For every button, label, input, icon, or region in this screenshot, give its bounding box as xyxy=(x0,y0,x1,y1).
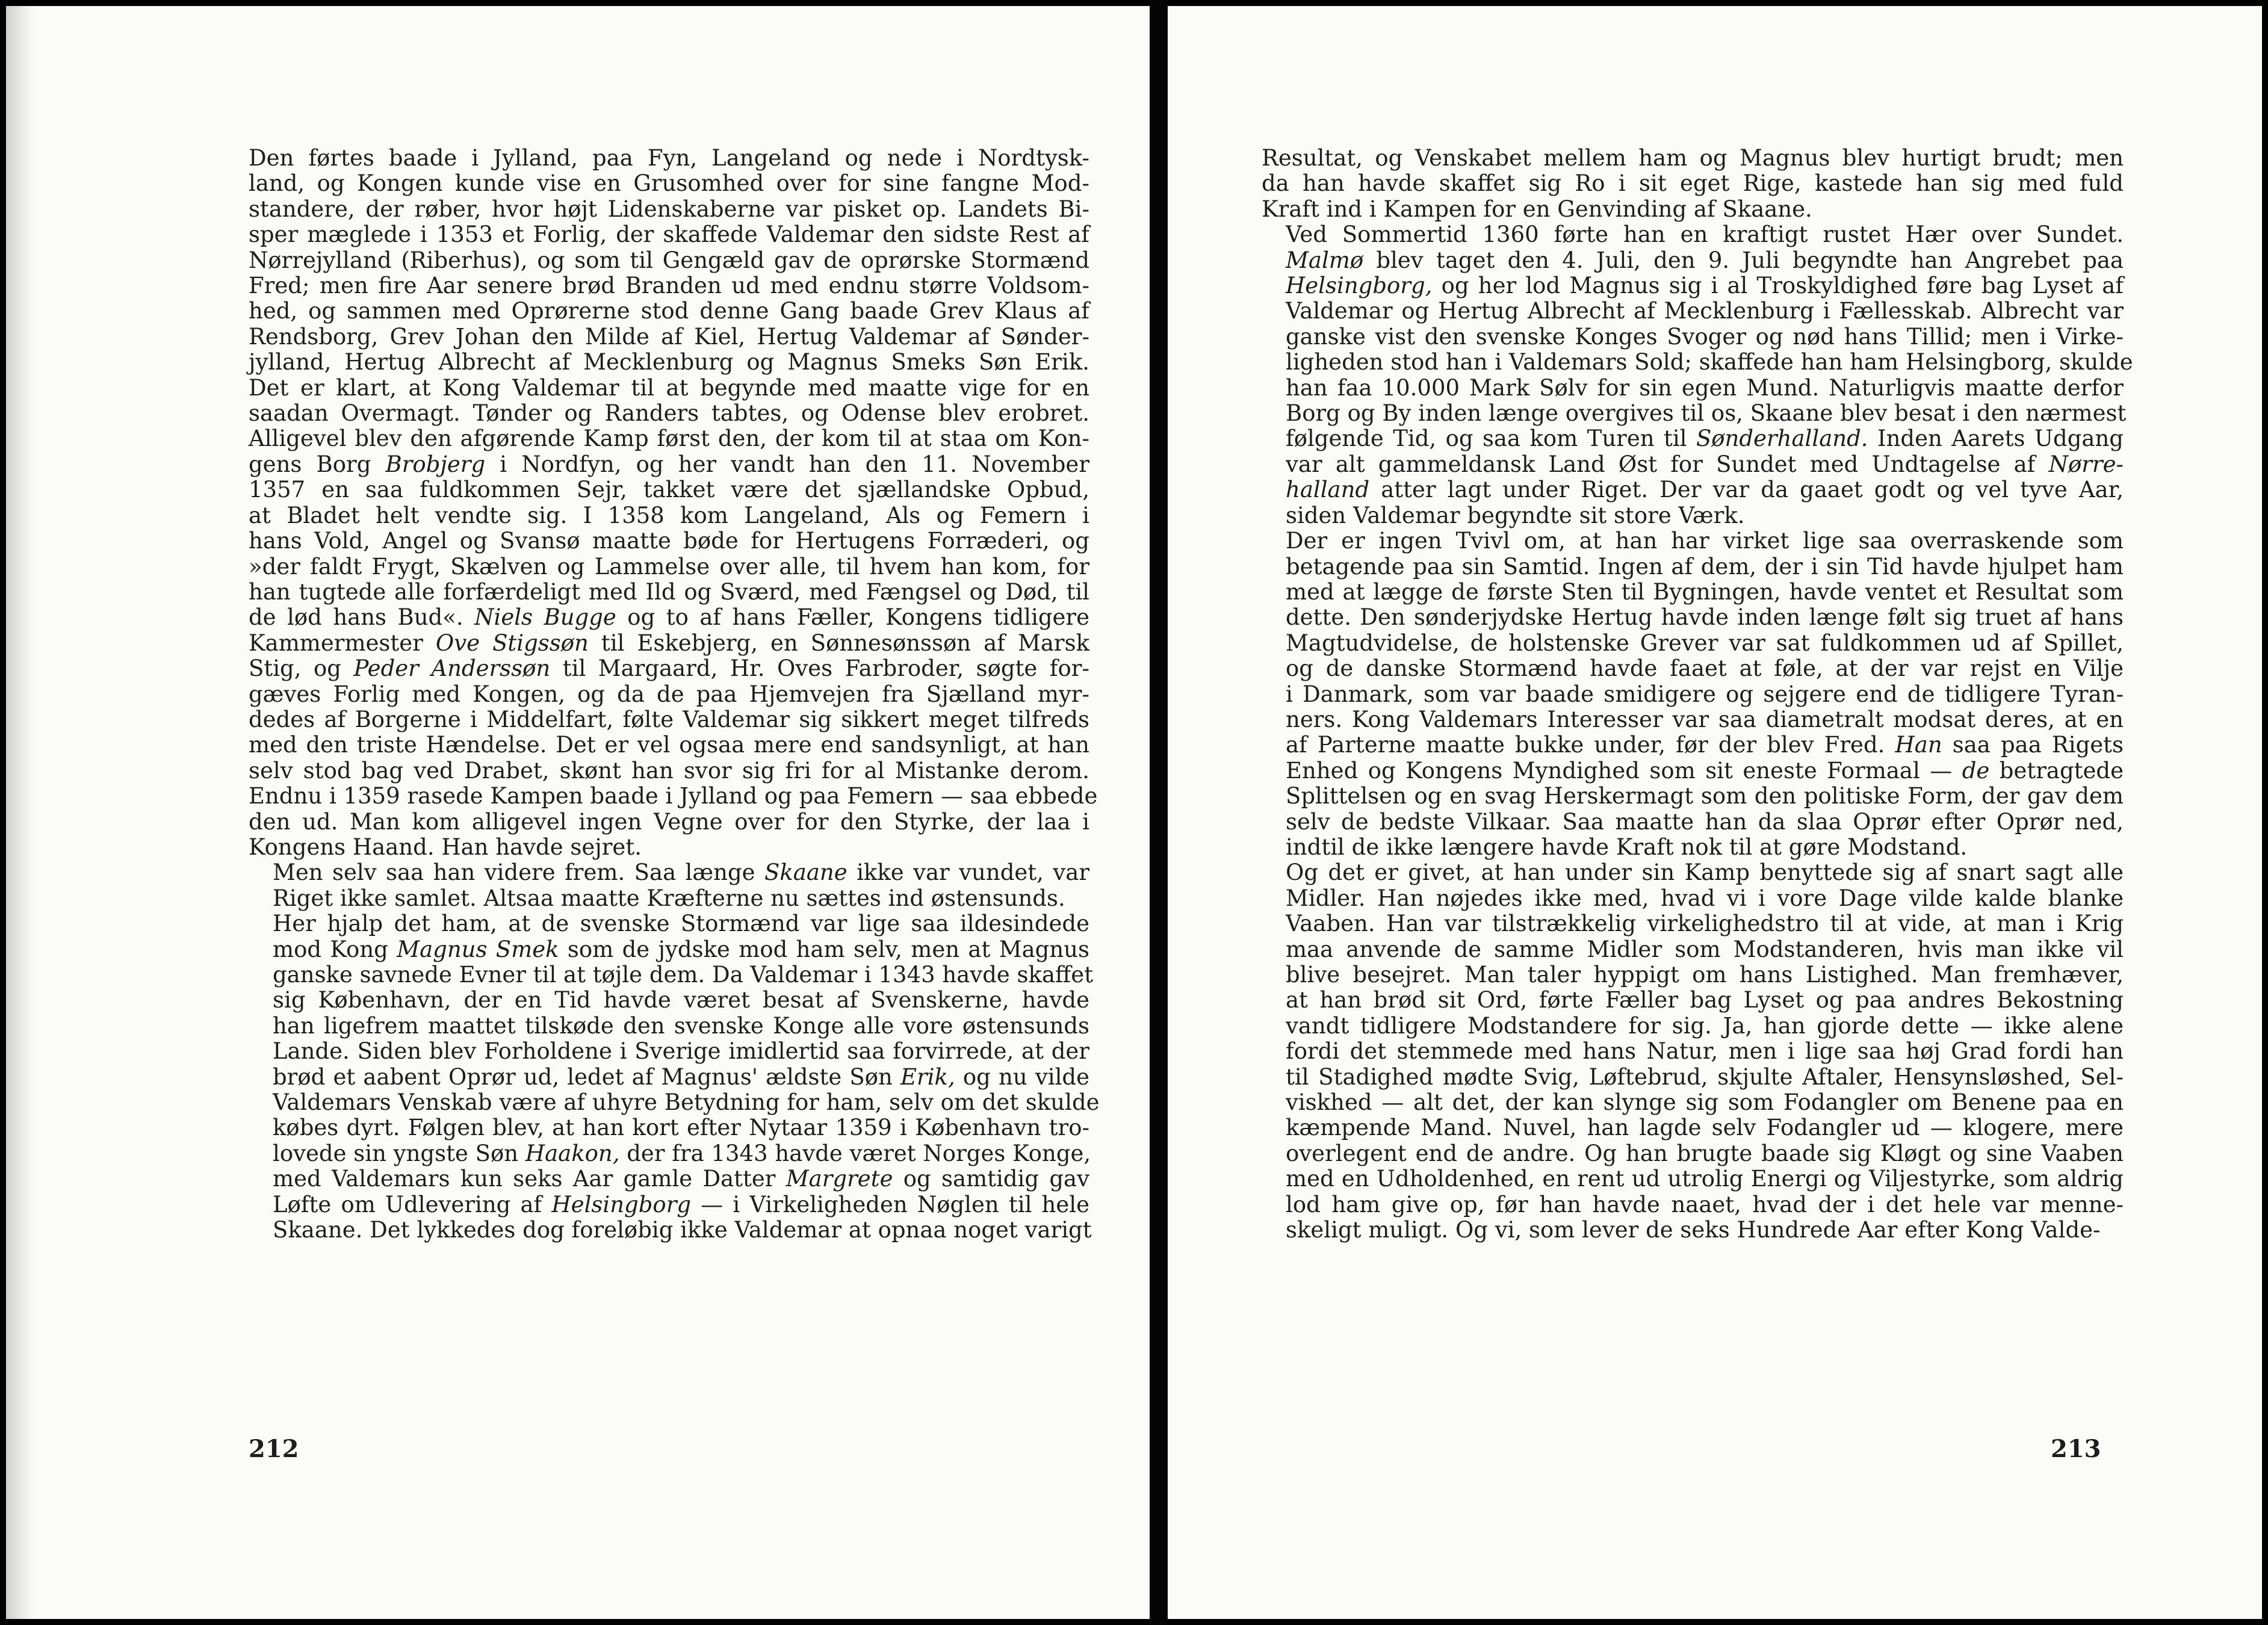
text-line: Det er klart, at Kong Valdemar til at begynde med maatte vige for en xyxy=(249,374,1089,401)
page-gutter-shadow xyxy=(6,6,35,1619)
text-line: af Parterne maatte bukke under, før der blev Fred. Han saa paa Rigets xyxy=(1286,732,2124,758)
text-line: Helsingborg, og her lod Magnus sig i al Troskyldighed føre bag Lyset af xyxy=(1286,273,2124,299)
text-line: Alligevel blev den afgørende Kamp først den, der kom til at staa om Kon- xyxy=(249,426,1089,452)
text-line: Rendsborg, Grev Johan den Milde af Kiel, Hertug Valdemar af Sønder- xyxy=(249,323,1089,350)
text-line: 1357 en saa fuldkommen Sejr, takket være det sjællandske Opbud, xyxy=(249,477,1089,503)
text-line: selv stod bag ved Drabet, skønt han svor sig fri for al Mistanke derom. xyxy=(249,757,1089,784)
text-line: til Stadighed mødte Svig, Løftebrud, skjulte Aftaler, Hensynsløshed, Sel- xyxy=(1286,1063,2124,1090)
text-line: at Bladet helt vendte sig. I 1358 kom Langeland, Als og Femern i xyxy=(249,502,1089,528)
text-line: siden Valdemar begyndte sit store Værk. xyxy=(1286,502,1745,528)
text-line: hed, og sammen med Oprørerne stod denne Gang baade Grev Klaus af xyxy=(249,298,1089,324)
text-line: maa anvende de samme Midler som Modstanderen, hvis man ikke vil xyxy=(1286,936,2124,962)
paragraph xyxy=(1262,528,2124,860)
text-line: Riget ikke samlet. Altsaa maatte Kræfterne nu sættes ind østensunds. xyxy=(273,885,1065,911)
text-line: Men selv saa han videre frem. Saa længe Skaane ikke var vundet, var xyxy=(273,859,1089,886)
text-line: de lød hans Bud«. Niels Bugge og to af hans Fæller, Kongens tidligere xyxy=(249,604,1089,631)
text-line: Resultat, og Venskabet mellem ham og Magnus blev hurtigt brudt; men xyxy=(1262,145,2124,171)
text-line: kæmpende Mand. Nuvel, han lagde selv Fodangler ud — klogere, mere xyxy=(1286,1115,2124,1141)
text-line: i Danmark, som var baade smidigere og sejgere end de tidligere Tyran- xyxy=(1286,681,2124,707)
text-line: ners. Kong Valdemars Interesser var saa diametralt modsat deres, at en xyxy=(1286,706,2124,732)
text-line: Her hjalp det ham, at de svenske Stormænd var lige saa ildesindede xyxy=(273,911,1089,937)
text-line: Enhed og Kongens Myndighed som sit eneste Formaal — de betragtede xyxy=(1286,757,2124,784)
text-line: gæves Forlig med Kongen, og da de paa Hjemvejen fra Sjælland myr- xyxy=(249,681,1089,707)
text-line: blive besejret. Man taler hyppigt om hans Listighed. Man fremhæver, xyxy=(1286,962,2124,988)
text-line: med Valdemars kun seks Aar gamle Datter Margrete og samtidig gav xyxy=(273,1166,1089,1192)
text-line: Der er ingen Tvivl om, at han har virket lige saa overraskende som xyxy=(1286,528,2124,554)
paragraph xyxy=(1262,221,2133,528)
text-line: følgende Tid, og saa kom Turen til Sønderhalland. Inden Aarets Udgang xyxy=(1286,426,2124,452)
text-line: selv de bedste Vilkaar. Saa maatte han da slaa Oprør efter Oprør ned, xyxy=(1286,808,2124,835)
text-line: Fred; men fire Aar senere brød Branden ud med endnu større Voldsom- xyxy=(249,273,1089,299)
text-line: købes dyrt. Følgen blev, at han kort efter Nytaar 1359 i København tro- xyxy=(273,1115,1089,1141)
text-line: Malmø blev taget den 4. Juli, den 9. Juli begyndte han Angrebet paa xyxy=(1286,247,2124,273)
right-page-number: 213 xyxy=(2051,1435,2101,1463)
text-line: sig København, der en Tid havde været besat af Svenskerne, havde xyxy=(273,987,1089,1014)
text-line: og de danske Stormænd havde faaet at føle, at der var rejst en Vilje xyxy=(1286,655,2124,682)
text-line: dedes af Borgerne i Middelfart, følte Valdemar sig sikkert meget tilfreds xyxy=(249,706,1089,732)
text-line: lovede sin yngste Søn Haakon, der fra 1343 havde været Norges Konge, xyxy=(273,1140,1091,1166)
text-line: saadan Overmagt. Tønder og Randers tabtes, og Odense blev erobret. xyxy=(249,400,1089,427)
book-spine xyxy=(1150,0,1168,1625)
text-line: han ligefrem maattet tilskøde den svenske Konge alle vore østensunds xyxy=(273,1012,1089,1039)
paragraph xyxy=(1262,860,2124,1243)
text-line: betagende paa sin Samtid. Ingen af dem, der i sin Tid havde hjulpet ham xyxy=(1286,553,2124,580)
left-page xyxy=(6,6,1150,1619)
text-line: fordi det stemmede med hans Natur, men i lige saa høj Grad fordi han xyxy=(1286,1038,2124,1065)
text-line: »der faldt Frygt, Skælven og Lammelse over alle, til hvem han kom, for xyxy=(249,553,1089,580)
text-line: han faa 10.000 Mark Sølv for sin egen Mund. Naturligvis maatte derfor xyxy=(1286,374,2124,401)
text-line: den ud. Man kom alligevel ingen Vegne over for den Styrke, der laa i xyxy=(249,808,1089,835)
text-line: Nørrejylland (Riberhus), og som til Gengæld gav de oprørske Stormænd xyxy=(249,247,1089,273)
text-line: gens Borg Brobjerg i Nordfyn, og her vandt han den 11. November xyxy=(249,451,1090,477)
text-line: med at lægge de første Sten til Bygningen, havde ventet et Resultat som xyxy=(1286,578,2124,605)
text-line: Midler. Han nøjedes ikke med, hvad vi i vore Dage vilde kalde blanke xyxy=(1286,885,2124,911)
text-line: jylland, Hertug Albrecht af Mecklenburg og Magnus Smeks Søn Erik. xyxy=(249,349,1089,376)
text-line: han tugtede alle forfærdeligt med Ild og Sværd, med Fængsel og Død, til xyxy=(249,578,1089,605)
text-line: standere, der røber, hvor højt Lidenskaberne var pisket op. Landets Bi- xyxy=(249,196,1089,222)
paragraph xyxy=(249,911,1100,1243)
text-line: Valdemar og Hertug Albrecht af Mecklenburg i Fællesskab. Albrecht var xyxy=(1286,298,2124,324)
right-page-text xyxy=(1262,145,2133,1243)
text-line: Og det er givet, at han under sin Kamp benyttede sig af snart sagt alle xyxy=(1286,859,2124,886)
text-line: Valdemars Venskab være af uhyre Betydning for ham, selv om det skulde xyxy=(273,1089,1100,1116)
text-line: dette. Den sønderjydske Hertug havde inden længe følt sig truet af hans xyxy=(1286,604,2124,631)
text-line: med en Udholdenhed, en rent ud utrolig Energi og Viljestyrke, som aldrig xyxy=(1286,1166,2124,1192)
paragraph xyxy=(249,860,1089,911)
text-line: Endnu i 1359 rasede Kampen baade i Jylland og paa Femern — saa ebbede xyxy=(249,783,1098,809)
text-line: Skaane. Det lykkedes dog foreløbig ikke Valdemar at opnaa noget varigt xyxy=(273,1217,1092,1243)
text-line: indtil de ikke længere havde Kraft nok til at gøre Modstand. xyxy=(1286,834,1968,860)
paragraph xyxy=(1262,146,2124,222)
text-line: ligheden stod han i Valdemars Sold; skaffede han ham Helsingborg, skulde xyxy=(1286,349,2133,376)
text-line: Splittelsen og en svag Herskermagt som den politiske Form, der gav dem xyxy=(1286,783,2124,809)
text-line: halland atter lagt under Riget. Der var da gaaet godt og vel tyve Aar, xyxy=(1286,477,2124,503)
paragraph xyxy=(249,145,1098,860)
text-line: da han havde skaffet sig Ro i sit eget Rige, kastede han sig med fuld xyxy=(1262,170,2124,197)
text-line: Ved Sommertid 1360 førte han en kraftigt rustet Hær over Sundet. xyxy=(1286,221,2124,248)
text-line: Løfte om Udlevering af Helsingborg — i Virkeligheden Nøglen til hele xyxy=(273,1191,1090,1218)
text-line: ganske vist den svenske Konges Svoger og nød hans Tillid; men i Virke- xyxy=(1286,323,2124,350)
text-line: viskhed — alt det, der kan slynge sig som Fodangler om Benene paa en xyxy=(1286,1089,2124,1116)
text-line: at han brød sit Ord, førte Fæller bag Lyset og paa andres Bekostning xyxy=(1286,987,2124,1014)
text-line: Kammermester Ove Stigssøn til Eskebjerg, en Sønnesønssøn af Marsk xyxy=(249,630,1089,656)
left-page-number: 212 xyxy=(249,1435,299,1463)
text-line: Kraft ind i Kampen for en Genvinding af Skaane. xyxy=(1262,196,1812,222)
text-line: brød et aabent Oprør ud, ledet af Magnus' ældste Søn Erik, og nu vilde xyxy=(273,1063,1089,1090)
text-line: vandt tidligere Modstandere for sig. Ja, han gjorde dette — ikke alene xyxy=(1286,1012,2124,1039)
text-line: land, og Kongen kunde vise en Grusomhed over for sine fangne Mod- xyxy=(249,170,1089,197)
text-line: hans Vold, Angel og Svansø maatte bøde for Hertugens Forræderi, og xyxy=(249,528,1089,554)
text-line: med den triste Hændelse. Det er vel ogsaa mere end sandsynligt, at han xyxy=(249,732,1089,758)
text-line: skeligt muligt. Og vi, som lever de seks Hundrede Aar efter Kong Valde- xyxy=(1286,1217,2101,1243)
text-line: sper mæglede i 1353 et Forlig, der skaffede Valdemar den sidste Rest af xyxy=(249,221,1089,248)
text-line: Den førtes baade i Jylland, paa Fyn, Langeland og nede i Nordtysk- xyxy=(249,145,1089,171)
text-line: Stig, og Peder Anderssøn til Margaard, Hr. Oves Farbroder, søgte for- xyxy=(249,655,1089,682)
text-line: var alt gammeldansk Land Øst for Sundet med Undtagelse af Nørre- xyxy=(1286,451,2124,477)
text-line: Borg og By inden længe overgives til os, Skaane blev besat i den nærmest xyxy=(1286,400,2127,427)
text-line: lod ham give op, før han havde naaet, hvad der i det hele var menne- xyxy=(1286,1191,2124,1218)
right-page xyxy=(1168,6,2262,1619)
text-line: Magtudvidelse, de holstenske Grever var sat fuldkommen ud af Spillet, xyxy=(1286,630,2124,656)
text-line: mod Kong Magnus Smek som de jydske mod ham selv, men at Magnus xyxy=(273,936,1089,962)
text-line: Lande. Siden blev Forholdene i Sverige imidlertid saa forvirrede, at der xyxy=(273,1038,1089,1065)
text-line: ganske savnede Evner til at tøjle dem. Da Valdemar i 1343 havde skaffet xyxy=(273,962,1094,988)
text-line: Vaaben. Han var tilstrækkelig virkelighedstro til at vide, at man i Krig xyxy=(1286,911,2124,937)
text-line: overlegent end de andre. Og han brugte baade sig Kløgt og sine Vaaben xyxy=(1286,1140,2124,1166)
text-line: Kongens Haand. Han havde sejret. xyxy=(249,834,642,860)
left-page-text xyxy=(249,145,1100,1243)
